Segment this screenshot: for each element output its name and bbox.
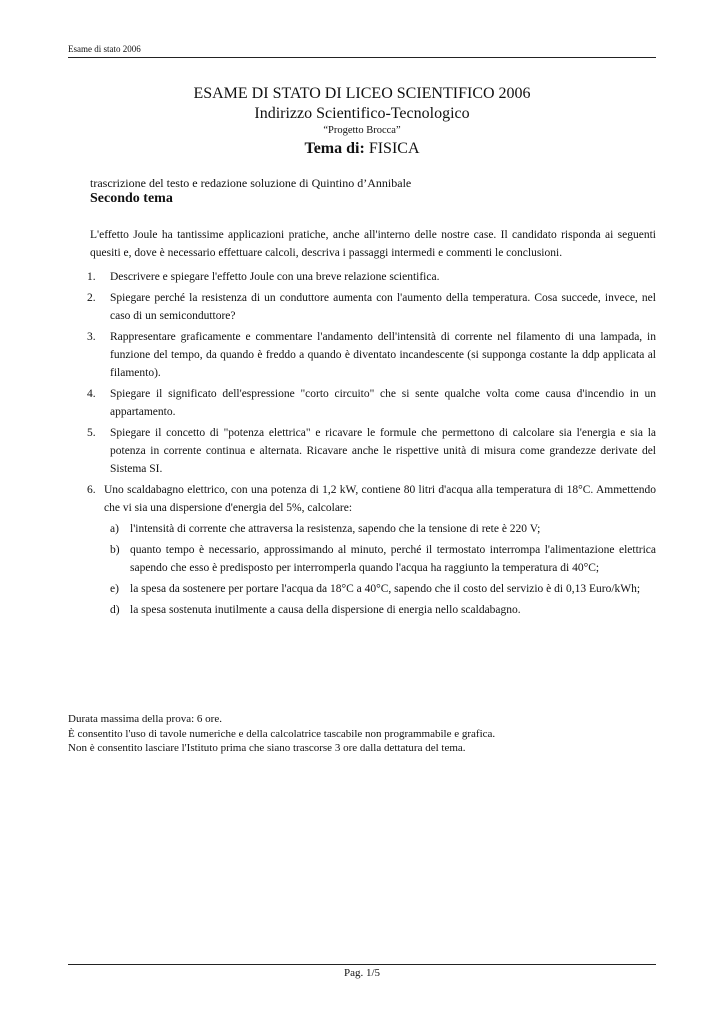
question-number: 6.	[87, 484, 96, 496]
footer-rule	[68, 964, 656, 965]
subquestion-letter: d)	[110, 604, 120, 616]
subquestion-letter: a)	[110, 523, 119, 535]
exam-title: ESAME DI STATO DI LICEO SCIENTIFICO 2006	[193, 85, 531, 102]
subquestion-item	[110, 580, 656, 598]
subquestion-text: quanto tempo è necessario, approssimando al minuto, perché il termostato interrompa l'alimentazione elettrica sapendo che esso è predisposto per interromperla quando l'acqua ha raggiunto la temperatura di 40°C;	[130, 544, 656, 574]
exam-body	[87, 226, 656, 622]
subquestion-letter: b)	[110, 544, 120, 556]
question-item	[87, 385, 656, 421]
question-number: 1.	[87, 271, 96, 283]
question-text: Spiegare il concetto di "potenza elettrica" e ricavare le formule che permettono di calcolare sia l'energia e sia la potenza in corrente continua e alternata. Ricavare anche le rispettive unità di misura come grandezze derivate del Sistema SI.	[110, 427, 656, 475]
intro-paragraph: L'effetto Joule ha tantissime applicazioni pratiche, anche all'interno delle nostre case. Il candidato risponda ai seguenti quesiti e, dove è necessario effettuare calcoli, descriva i passaggi intermedi e commenti le conclusioni.	[90, 229, 656, 259]
subquestion-item	[110, 541, 656, 577]
rule-line: È consentito l'uso di tavole numeriche e della calcolatrice tascabile non programmabile e grafica.	[68, 727, 496, 740]
subquestion-item	[110, 601, 656, 619]
question-text: Spiegare perché la resistenza di un conduttore aumenta con l'aumento della temperatura. Cosa succede, invece, nel caso di un semiconduttore?	[110, 292, 656, 322]
question-item	[87, 481, 656, 517]
question-item	[87, 289, 656, 325]
question-number: 2.	[87, 292, 96, 304]
page-number: Pag. 1/5	[343, 967, 381, 979]
question-text: Descrivere e spiegare l'effetto Joule con una breve relazione scientifica.	[110, 271, 440, 283]
question-text: Uno scaldabagno elettrico, con una potenza di 1,2 kW, contiene 80 litri d'acqua alla temperatura di 18°C. Ammettendo che vi sia una dispersione d'energia del 5%, calcolare:	[104, 484, 656, 514]
subquestion-item	[110, 520, 656, 538]
rule-line: Durata massima della prova: 6 ore.	[68, 713, 222, 725]
subject-label: Tema di:	[304, 140, 365, 157]
subject-value: FISICA	[368, 140, 420, 157]
title-block	[68, 84, 656, 160]
subquestion-text: la spesa sostenuta inutilmente a causa della dispersione di energia nello scaldabagno.	[130, 604, 521, 616]
header-rule	[68, 57, 656, 58]
exam-rules	[68, 712, 495, 756]
subquestion-text: l'intensità di corrente che attraversa la resistenza, sapendo che la tensione di rete è 220 V;	[130, 523, 541, 535]
exam-track: Indirizzo Scientifico-Tecnologico	[254, 105, 470, 122]
question-item	[87, 424, 656, 478]
question-text: Rappresentare graficamente e commentare l'andamento dell'intensità di corrente nel filamento di una lampada, in funzione del tempo, da quando è freddo a quando è diventato incandescente (si supponga costante la ddp applicata al filamento).	[110, 331, 656, 379]
section-title: Secondo tema	[90, 191, 173, 206]
question-text: Spiegare il significato dell'espressione "corto circuito" che si sente qualche volta come causa d'incendio in un appartamento.	[110, 388, 656, 418]
exam-subject	[68, 138, 656, 160]
question-item	[87, 328, 656, 382]
question-number: 4.	[87, 388, 96, 400]
exam-project: “Progetto Brocca”	[323, 125, 401, 136]
question-number: 3.	[87, 331, 96, 343]
running-header: Esame di stato 2006	[68, 44, 141, 54]
rule-line: Non è consentito lasciare l'Istituto prima che siano trascorse 3 ore dalla dettatura del tema.	[68, 742, 466, 754]
transcription-credit: trascrizione del testo e redazione soluzione di Quintino d’Annibale	[90, 176, 412, 190]
subquestion-letter: e)	[110, 583, 119, 595]
question-item	[87, 268, 656, 286]
question-number: 5.	[87, 427, 96, 439]
subquestion-text: la spesa da sostenere per portare l'acqua da 18°C a 40°C, sapendo che il costo del servizio è di 0,13 Euro/kWh;	[130, 583, 641, 595]
